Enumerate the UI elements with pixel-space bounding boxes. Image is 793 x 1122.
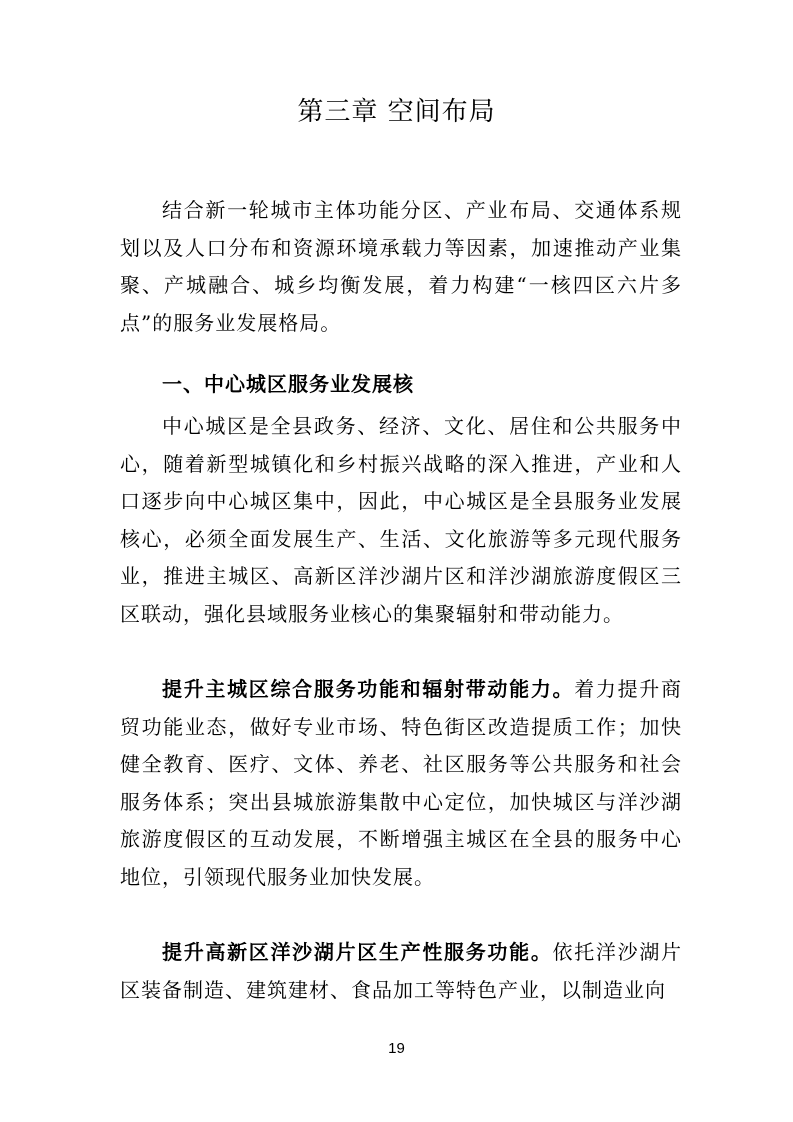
page-number: 19: [388, 1040, 405, 1057]
high-tech-paragraph: [120, 934, 682, 1009]
main-city-text: 着力提升商贸功能业态，做好专业市场、特色街区改造提质工作；加快健全教育、医疗、文体、养老、社区服务等公共服务和社会服务体系；突出县城旅游集散中心定位，加快城区与洋沙湖旅游度假区的互动发展，不断增强主城区在全县的服务中心地位，引领现代服务业加快发展。: [120, 677, 683, 889]
high-tech-lead: 提升高新区洋沙湖片区生产性服务功能。: [162, 940, 553, 964]
chapter-title: 第三章 空间布局: [297, 97, 496, 127]
section-heading: 一、中心城区服务业发展核: [162, 372, 414, 396]
main-city-paragraph: [120, 671, 682, 897]
intro-paragraph: 结合新一轮城市主体功能分区、产业布局、交通体系规划以及人口分布和资源环境承载力等因素，加速推动产业集聚、产城融合、城乡均衡发展，着力构建“一核四区六片多点”的服务业发展格局。: [120, 198, 682, 335]
main-city-lead: 提升主城区综合服务功能和辐射带动能力。: [162, 677, 575, 701]
high-tech-text: 依托洋沙湖片区装备制造、建筑建材、食品加工等特色产业，以制造业向: [120, 940, 683, 1002]
core-paragraph: 中心城区是全县政务、经济、文化、居住和公共服务中心，随着新型城镇化和乡村振兴战略的深入推进，产业和人口逐步向中心城区集中，因此，中心城区是全县服务业发展核心，必须全面发展生产、生活、文化旅游等多元现代服务业，推进主城区、高新区洋沙湖片区和洋沙湖旅游度假区三区联动，强化县域服务业核心的集聚辐射和带动能力。: [120, 414, 682, 626]
